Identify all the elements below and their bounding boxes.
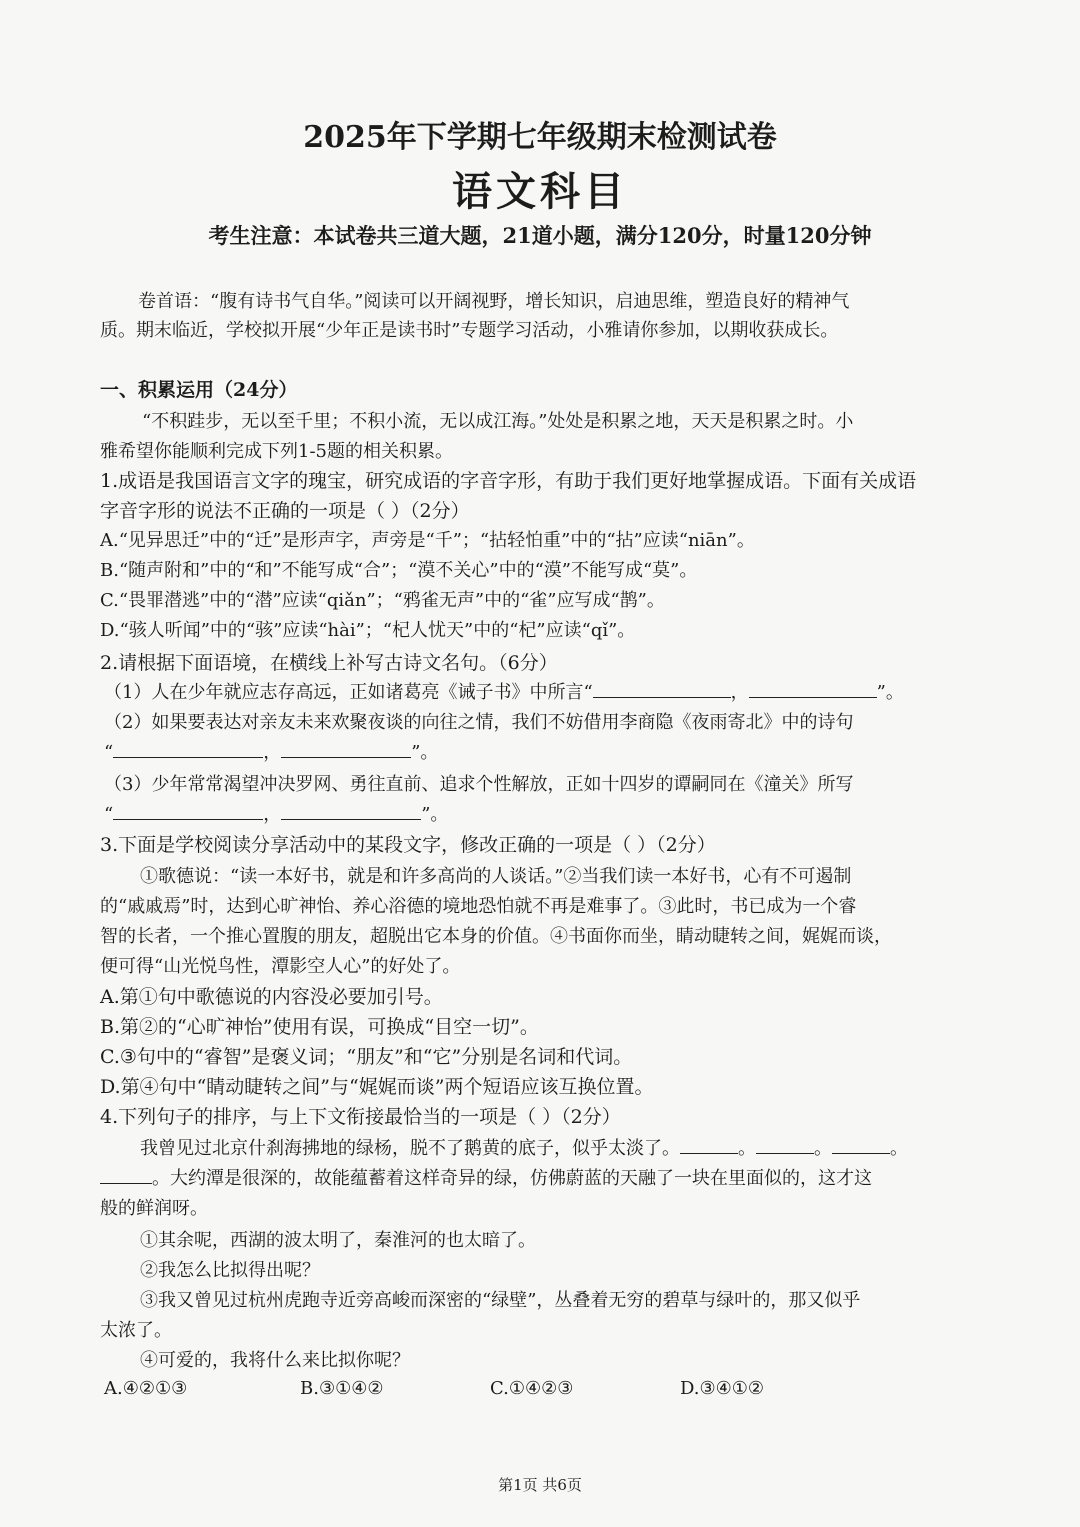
section-1-intro-1: “不积跬步，无以至千里；不积小流，无以成江海。”处处是积累之地，天天是积累之时。小 <box>142 411 854 432</box>
q3-stem: 3.下面是学校阅读分享活动中的某段文字，修改正确的一项是（ ）（2分） <box>100 834 716 856</box>
answer-blank[interactable] <box>113 741 263 758</box>
answer-blank[interactable] <box>680 1137 738 1154</box>
q2-stem: 2.请根据下面语境，在横线上补写古诗文名句。（6分） <box>100 652 558 674</box>
q3-para-3: 智的长者，一个推心置腹的朋友，超脱出它本身的价值。④书面你而坐，睛动睫转之间，娓娓而谈， <box>100 926 892 947</box>
q4-sentence-3: ③我又曾见过杭州虎跑寺近旁高峻而深密的“绿壁”，丛叠着无穷的碧草与绿叶的，那又似乎 <box>140 1290 861 1311</box>
q3-option-b: B.第②的“心旷神怡”使用有误，可换成“目空一切”。 <box>100 1016 539 1038</box>
q3-para-4: 便可得“山光悦鸟性，潭影空人心”的好处了。 <box>100 956 461 977</box>
q1-option-d: D.“骇人听闻”中的“骇”应读“hài”；“杞人忧天”中的“杞”应读“qǐ”。 <box>100 620 636 641</box>
q3-para-2: 的“戚戚焉”时，达到心旷神怡、养心浴德的境地恐怕就不再是难事了。③此时，书已成为一个睿 <box>100 896 857 917</box>
exam-title: 2025年下学期七年级期末检测试卷 <box>303 120 777 155</box>
q1-option-b: B.“随声附和”中的“和”不能写成“合”；“漠不关心”中的“漠”不能写成“莫”。 <box>100 560 698 581</box>
answer-blank[interactable] <box>281 803 421 820</box>
answer-blank[interactable] <box>756 1137 814 1154</box>
q1-option-c: C.“畏罪潜逃”中的“潜”应读“qiǎn”；“鸦雀无声”中的“雀”应写成“鹊”。 <box>100 590 665 611</box>
q4-para-1: 我曾见过北京什刹海拂地的绿杨，脱不了鹅黄的底子，似乎太淡了。 。 。 。 <box>140 1138 908 1159</box>
answer-blank[interactable] <box>100 1167 152 1184</box>
q4-para-2-text: 。大约潭是很深的，故能蕴蓄着这样奇异的绿，仿佛蔚蓝的天融了一块在里面似的，这才这 <box>152 1168 872 1189</box>
q4-para-1-text: 我曾见过北京什刹海拂地的绿杨，脱不了鹅黄的底子，似乎太淡了。 <box>140 1138 680 1159</box>
intro-line-2: 质。期末临近，学校拟开展“少年正是读书时”专题学习活动，小雅请你参加，以期收获成长。 <box>100 320 839 341</box>
q4-sentence-2: ②我怎么比拟得出呢？ <box>140 1260 320 1281</box>
q1-stem-1: 1.成语是我国语言文字的瑰宝，研究成语的字音字形，有助于我们更好地掌握成语。下面有关成语 <box>100 470 917 492</box>
q4-option-b: B.③①④② <box>300 1378 384 1399</box>
answer-blank[interactable] <box>113 803 263 820</box>
q3-option-a: A.第①句中歌德说的内容没必要加引号。 <box>100 986 443 1008</box>
q4-option-a: A.④②①③ <box>104 1378 188 1399</box>
intro-line-1: 卷首语：“腹有诗书气自华。”阅读可以开阔视野，增长知识，启迪思维，塑造良好的精神气 <box>138 291 850 312</box>
page-number: 第1页 共6页 <box>498 1476 582 1494</box>
q3-option-c: C.③句中的“睿智”是褒义词；“朋友”和“它”分别是名词和代词。 <box>100 1046 633 1068</box>
q2-part-3-blanks: “ ， ”。 <box>104 804 449 825</box>
q4-stem: 4.下列句子的排序，与上下文衔接最恰当的一项是（ ）（2分） <box>100 1106 621 1128</box>
q4-para-2 <box>100 1164 872 1190</box>
answer-blank[interactable] <box>593 681 731 698</box>
section-1-intro-2: 雅希望你能顺利完成下列1-5题的相关积累。 <box>100 441 453 462</box>
q4-option-c: C.①④②③ <box>490 1378 574 1399</box>
q4-para-3: 般的鲜润呀。 <box>100 1198 208 1219</box>
q1-option-a: A.“见异思迁”中的“迁”是形声字，声旁是“千”；“拈轻怕重”中的“拈”应读“niān”。 <box>100 530 755 551</box>
q4-sentence-4: ④可爱的，我将什么来比拟你呢？ <box>140 1350 410 1371</box>
q2-part-2-blanks: “ ， ”。 <box>104 742 439 763</box>
q4-sentence-1: ①其余呢，西湖的波太明了，秦淮河的也太暗了。 <box>140 1230 536 1251</box>
answer-blank[interactable] <box>832 1137 890 1154</box>
answer-blank[interactable] <box>749 681 877 698</box>
q2-part-3: （3）少年常常渴望冲决罗网、勇往直前、追求个性解放，正如十四岁的谭嗣同在《潼关》所写 <box>104 774 854 795</box>
q4-option-d: D.③④①② <box>680 1378 765 1399</box>
exam-notice: 考生注意：本试卷共三道大题，21道小题，满分120分，时量120分钟 <box>208 223 872 248</box>
section-1-heading: 一、积累运用（24分） <box>100 379 298 401</box>
subject-title: 语文科目 <box>452 168 628 215</box>
q2-part-1-text: （1）人在少年就应志存高远，正如诸葛亮《诫子书》中所言“ <box>104 682 593 703</box>
q2-part-1: （1）人在少年就应志存高远，正如诸葛亮《诫子书》中所言“ ， ”。 <box>104 682 904 703</box>
answer-blank[interactable] <box>281 741 411 758</box>
q3-para-1: ①歌德说：“读一本好书，就是和许多高尚的人谈话。”②当我们读一本好书，心有不可遏制 <box>140 866 852 887</box>
q2-part-2: （2）如果要表达对亲友未来欢聚夜谈的向往之情，我们不妨借用李商隐《夜雨寄北》中的诗句 <box>104 712 854 733</box>
q3-option-d: D.第④句中“睛动睫转之间”与“娓娓而谈”两个短语应该互换位置。 <box>100 1076 654 1098</box>
q1-stem-2: 字音字形的说法不正确的一项是（ ）（2分） <box>100 500 470 522</box>
q4-sentence-3-cont: 太浓了。 <box>100 1320 172 1341</box>
